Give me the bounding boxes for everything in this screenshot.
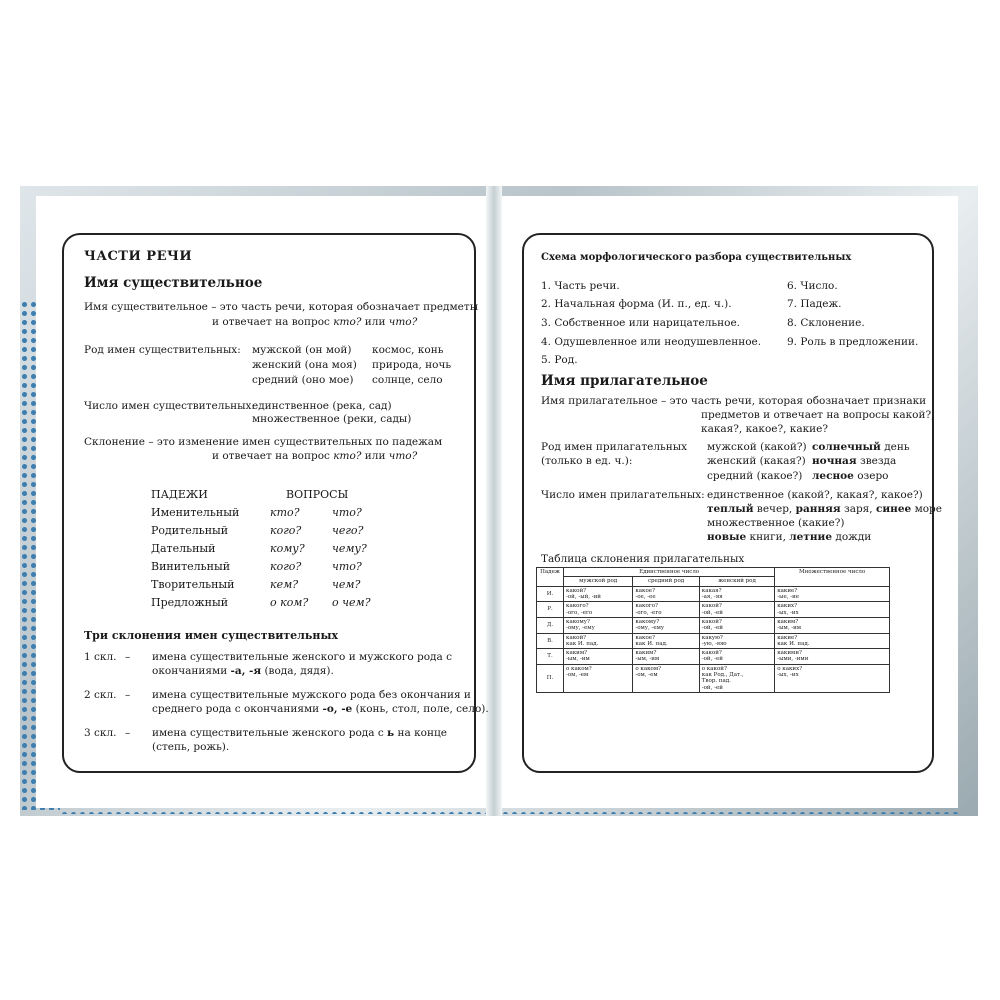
adjective-number-label: Число имен прилагательных: [541, 489, 705, 501]
table-header-plural: Множественное число [775, 568, 890, 587]
table-row [537, 649, 890, 665]
scheme-item: 6. Число. [787, 280, 838, 292]
declension1-line2: окончаниями -а, -я (вода, дядя). [152, 665, 334, 677]
adj-gender-neut: средний (какое?) [707, 470, 803, 482]
table-cell: какое? -ое, -ее [633, 586, 699, 602]
case-question-animate: о ком? [270, 596, 309, 609]
declension1-line1: имена существительные женского и мужского рода с [152, 651, 452, 663]
case-question-inanimate: что? [332, 506, 362, 519]
table-cell-case: Т. [537, 649, 564, 665]
case-name: Дательный [151, 542, 216, 555]
table-row [537, 617, 890, 633]
three-declensions-heading: Три склонения имен существительных [84, 629, 339, 642]
table-row [537, 586, 890, 602]
table-cell-case: Д. [537, 617, 564, 633]
declension3-label: 3 скл. [84, 727, 117, 739]
noun-definition-line1: Имя существительное – это часть речи, которая обозначает предметы [84, 301, 479, 313]
noun-definition-line2: и отвечает на вопрос кто? или что? [212, 316, 418, 328]
case-question-animate: кому? [270, 542, 305, 555]
table-cell: о какой? как Род., Дат., Твор. пад. -ой, -ей [699, 664, 774, 692]
case-name: Винительный [151, 560, 231, 573]
section-title: ЧАСТИ РЕЧИ [84, 249, 193, 264]
table-header-case: Падеж [537, 568, 564, 587]
table-cell: какой? -ой, -ей [699, 617, 774, 633]
table-cell: какого? -ого, -его [564, 602, 633, 618]
adj-number-plural: множественное (какие?) [707, 517, 845, 529]
adj-gender-masc: мужской (какой?) [707, 441, 807, 453]
declension-table-title: Таблица склонения прилагательных [541, 553, 745, 565]
scheme-item: 5. Род. [541, 354, 578, 366]
case-question-inanimate: что? [332, 560, 362, 573]
noun-gender-label: Род имен существительных: [84, 344, 241, 356]
table-cell: о каком? -ом, -ем [633, 664, 699, 692]
table-cell-case: П. [537, 664, 564, 692]
noun-number-label: Число имен существительных: [84, 400, 255, 412]
table-cell: какой? как И. пад. [564, 633, 633, 649]
gender-example-neut: солнце, село [372, 374, 443, 386]
gender-example-fem: природа, ночь [372, 359, 452, 371]
number-plural: множественное (реки, сады) [252, 413, 412, 425]
gender-masc: мужской (он мой) [252, 344, 352, 356]
table-cell: о каких? -ых, -их [775, 664, 890, 692]
table-header-masc: мужской род [564, 577, 633, 586]
scheme-item: 8. Склонение. [787, 317, 865, 329]
table-cell: какой? -ой, -ей [699, 602, 774, 618]
declension-definition-line1: Склонение – это изменение имен существительных по падежам [84, 436, 443, 448]
declension1-dash: – [125, 651, 131, 663]
adj-gender-example: лесное озеро [812, 470, 889, 482]
table-cell: какие? -ые, -ие [775, 586, 890, 602]
adjective-definition-line3: какая?, какое?, какие? [701, 423, 829, 435]
adjective-gender-label-line2: (только в ед. ч.): [541, 455, 633, 467]
declension3-dash: – [125, 727, 131, 739]
adj-gender-example: ночная звезда [812, 455, 897, 467]
table-cell: каким? -ым, -им [633, 649, 699, 665]
table-cell-case: И. [537, 586, 564, 602]
morph-scheme-heading: Схема морфологического разбора существительных [541, 252, 852, 263]
adj-number-plural-examples: новые книги, летние дожди [707, 531, 872, 543]
number-singular: единственное (река, сад) [252, 400, 392, 412]
scheme-item: 2. Начальная форма (И. п., ед. ч.). [541, 298, 732, 310]
table-header-fem: женский род [699, 577, 774, 586]
table-cell: какими? -ыми, -ими [775, 649, 890, 665]
table-row [537, 633, 890, 649]
table-cell-case: В. [537, 633, 564, 649]
table-header-neut: средний род [633, 577, 699, 586]
case-question-animate: кого? [270, 524, 302, 537]
table-cell: какому? -ому, -ему [633, 617, 699, 633]
table-cell: о каком? -ом, -ем [564, 664, 633, 692]
table-cell: какое? как И. пад. [633, 633, 699, 649]
adjective-definition-line1: Имя прилагательное – это часть речи, которая обозначает признаки [541, 395, 927, 407]
case-question-animate: кто? [270, 506, 300, 519]
case-question-inanimate: чем? [332, 578, 361, 591]
case-name: Именительный [151, 506, 240, 519]
gender-fem: женский (она моя) [252, 359, 357, 371]
gender-example-masc: космос, конь [372, 344, 444, 356]
table-cell: какой? -ой, -ый, -ий [564, 586, 633, 602]
declension2-dash: – [125, 689, 131, 701]
cases-header: ПАДЕЖИ [151, 488, 208, 501]
table-cell: какому? -ому, -ему [564, 617, 633, 633]
table-row [537, 664, 890, 692]
scheme-item: 1. Часть речи. [541, 280, 620, 292]
questions-header: ВОПРОСЫ [286, 488, 349, 501]
case-question-inanimate: о чем? [332, 596, 371, 609]
case-question-inanimate: чему? [332, 542, 367, 555]
table-cell: какой? -ой, -ей [699, 649, 774, 665]
declension3-line1: имена существительные женского рода с ь на конце [152, 727, 447, 739]
adj-gender-fem: женский (какая?) [707, 455, 806, 467]
declension3-line2: (степь, рожь). [152, 741, 230, 753]
adj-number-singular-examples: теплый вечер, ранняя заря, синее море [707, 503, 942, 515]
table-cell: каким? -ым, -им [564, 649, 633, 665]
case-question-inanimate: чего? [332, 524, 364, 537]
case-name: Родительный [151, 524, 229, 537]
adj-gender-example: солнечный день [812, 441, 910, 453]
noun-heading: Имя существительное [84, 275, 263, 291]
declension-definition-line2: и отвечает на вопрос кто? или что? [212, 450, 418, 462]
adjective-definition-line2: предметов и отвечает на вопросы какой?, [701, 409, 935, 421]
case-name: Предложный [151, 596, 229, 609]
scheme-item: 7. Падеж. [787, 298, 842, 310]
declension1-label: 1 скл. [84, 651, 117, 663]
table-header-singular: Единственное число [564, 568, 775, 577]
adjective-heading: Имя прилагательное [541, 373, 708, 389]
adjective-declension-table [536, 567, 890, 693]
case-question-animate: кого? [270, 560, 302, 573]
case-question-animate: кем? [270, 578, 299, 591]
gender-neut: средний (оно мое) [252, 374, 354, 386]
adjective-gender-label-line1: Род имен прилагательных [541, 441, 688, 453]
table-cell: какие? как И. пад. [775, 633, 890, 649]
declension2-label: 2 скл. [84, 689, 117, 701]
adj-number-singular: единственное (какой?, какая?, какое?) [707, 489, 923, 501]
scheme-item: 3. Собственное или нарицательное. [541, 317, 740, 329]
table-cell: каким? -ым, -им [775, 617, 890, 633]
notebook-spine [486, 186, 502, 816]
declension2-line1: имена существительные мужского рода без окончания и [152, 689, 471, 701]
table-cell-case: Р. [537, 602, 564, 618]
scheme-item: 4. Одушевленное или неодушевленное. [541, 336, 762, 348]
table-cell: каких? -ых, -их [775, 602, 890, 618]
scheme-item: 9. Роль в предложении. [787, 336, 919, 348]
table-cell: какого? -ого, -его [633, 602, 699, 618]
table-cell: какую? -ую, -юю [699, 633, 774, 649]
declension2-line2: среднего рода с окончаниями -о, -е (конь, стол, поле, село). [152, 703, 489, 715]
table-cell: какая? -ая, -яя [699, 586, 774, 602]
table-row [537, 602, 890, 618]
case-name: Творительный [151, 578, 235, 591]
